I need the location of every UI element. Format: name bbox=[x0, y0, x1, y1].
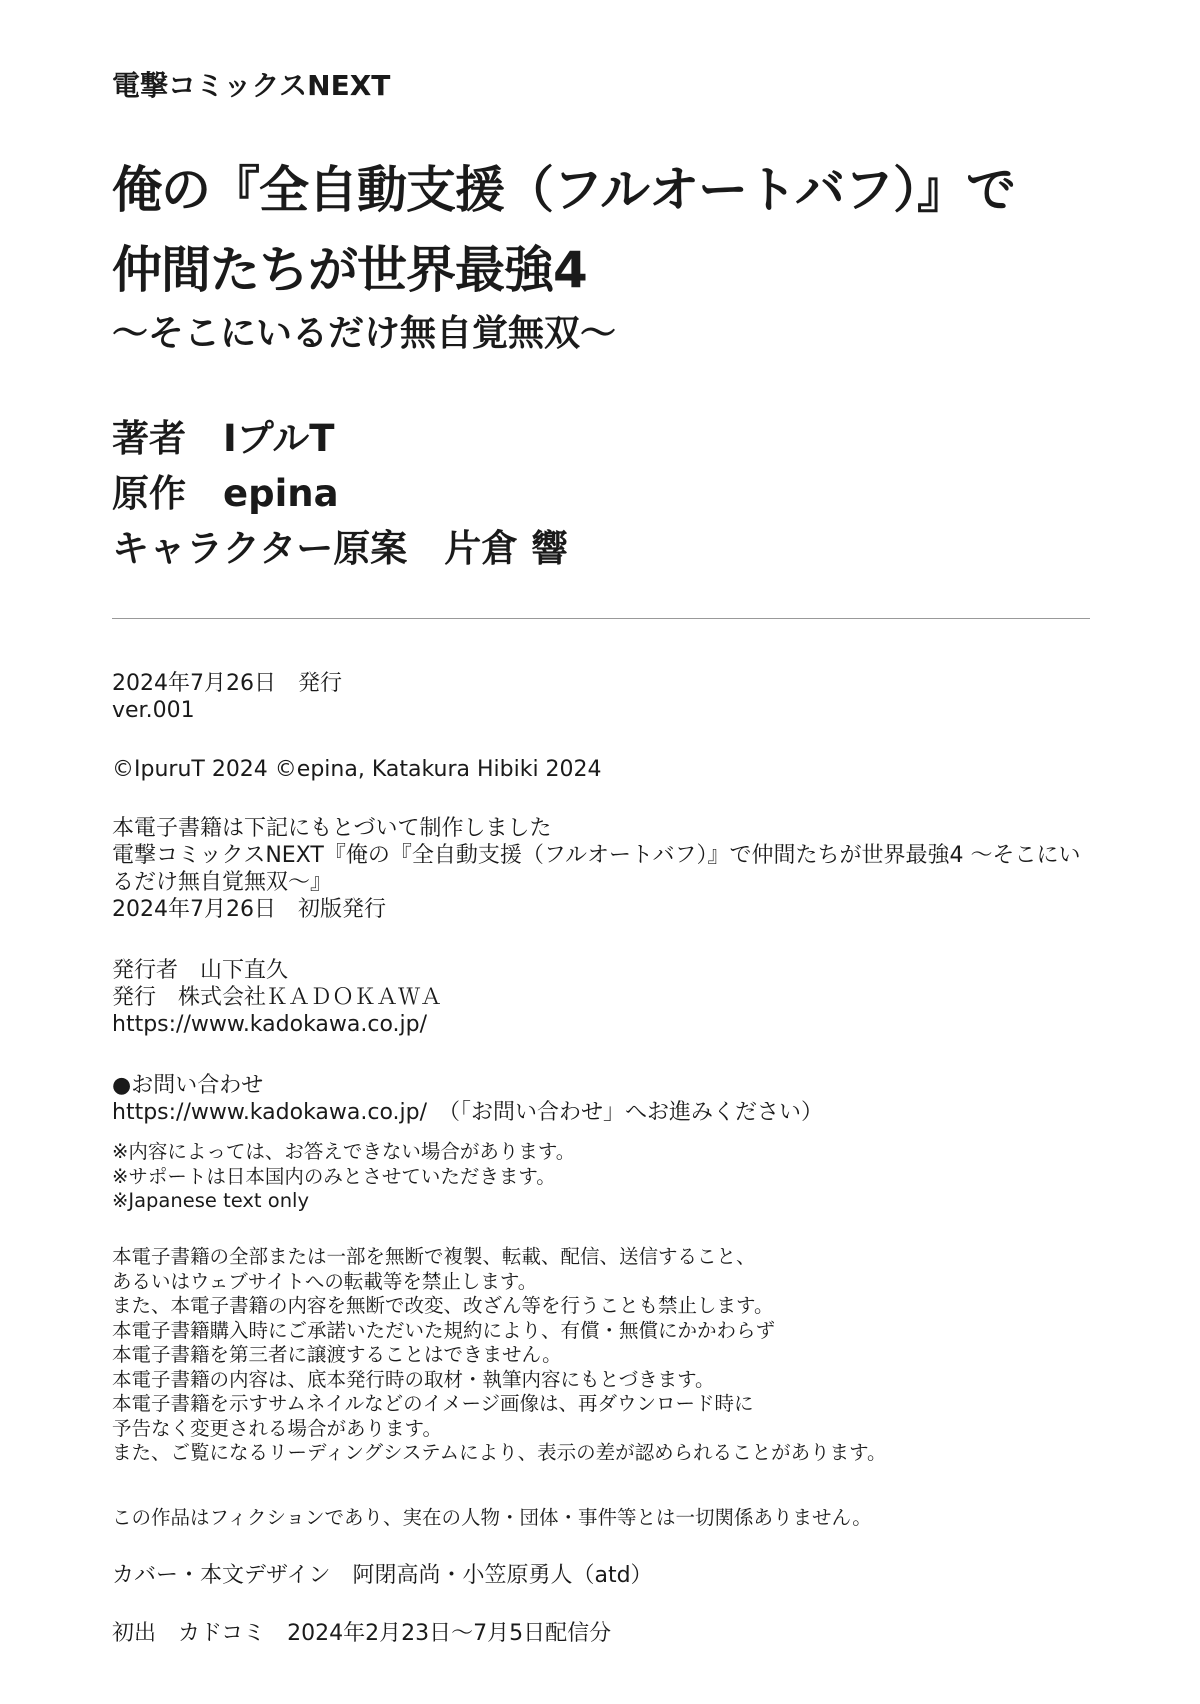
credit-name: 片倉 響 bbox=[444, 527, 569, 570]
legal-line: また、本電子書籍の内容を無断で改変、改ざん等を行うことも禁止します。 bbox=[112, 1294, 774, 1317]
publisher-info bbox=[112, 957, 442, 1038]
credit-role: キャラクター原案 bbox=[112, 527, 408, 570]
credit-name: epina bbox=[223, 472, 339, 515]
credit-author bbox=[112, 408, 335, 462]
inquiry-info bbox=[112, 1072, 823, 1126]
legal-line: 本電子書籍の内容は、底本発行時の取材・執筆内容にもとづきます。 bbox=[112, 1367, 715, 1391]
fiction-notice: この作品はフィクションであり、実在の人物・団体・事件等とは一切関係ありません。 bbox=[112, 1506, 872, 1529]
inquiry-notes bbox=[112, 1140, 575, 1214]
inquiry-note: ※内容によっては、お答えできない場合があります。 bbox=[112, 1140, 576, 1163]
legal-line: また、ご覧になるリーディングシステムにより、表示の差が認められることがあります。 bbox=[112, 1441, 887, 1464]
basis-line: 電撃コミックスNEXT『俺の『全自動支援（フルオートバフ）』で仲間たちが世界最強4 〜そこにい bbox=[112, 843, 1081, 868]
legal-line: 本電子書籍の全部または一部を無断で複製、転載、配信、送信すること、 bbox=[112, 1245, 756, 1268]
credit-character-design bbox=[112, 518, 568, 572]
legal-line: 予告なく変更される場合があります。 bbox=[112, 1416, 442, 1440]
publisher-company: 発行 株式会社ＫＡＤＯＫＡＷＡ bbox=[112, 985, 443, 1010]
credit-role: 原作 bbox=[112, 472, 186, 515]
copyright: ©IpuruT 2024 ©epina, Katakura Hibiki 2024 bbox=[112, 757, 602, 782]
basis-line: 本電子書籍は下記にもとづいて制作しました bbox=[112, 816, 552, 841]
design-credit: カバー・本文デザイン 阿閉高尚・小笠原勇人（atd） bbox=[112, 1563, 653, 1588]
divider bbox=[112, 618, 1090, 619]
inquiry-url: https://www.kadokawa.co.jp/ （「お問い合わせ」へお進みください） bbox=[112, 1100, 824, 1125]
legal-line: 本電子書籍を示すサムネイルなどのイメージ画像は、再ダウンロード時に bbox=[112, 1392, 754, 1415]
publication-info bbox=[112, 670, 342, 724]
legal-line: 本電子書籍購入時にご承諾いただいた規約により、有償・無償にかかわらず bbox=[112, 1318, 776, 1342]
legal-line: 本電子書籍を第三者に譲渡することはできません。 bbox=[112, 1343, 562, 1366]
publication-date: 2024年7月26日 発行 bbox=[112, 671, 342, 696]
basis-line: るだけ無自覚無双〜』 bbox=[112, 870, 333, 895]
publisher-url: https://www.kadokawa.co.jp/ bbox=[112, 1012, 428, 1037]
inquiry-note: ※サポートは日本国内のみとさせていただきます。 bbox=[112, 1164, 556, 1188]
issuer: 発行者 山下直久 bbox=[112, 958, 289, 983]
basis-line: 2024年7月26日 初版発行 bbox=[112, 897, 386, 922]
legal-notice bbox=[112, 1245, 887, 1466]
subtitle: 〜そこにいるだけ無自覚無双〜 bbox=[112, 313, 617, 354]
version: ver.001 bbox=[112, 698, 195, 723]
credit-role: 著者 bbox=[112, 417, 186, 460]
title-line-1: 俺の『全自動支援（フルオートバフ）』で bbox=[112, 161, 1015, 219]
inquiry-note: ※Japanese text only bbox=[112, 1189, 310, 1212]
credit-original-work bbox=[112, 463, 339, 517]
title-line-2: 仲間たちが世界最強4 bbox=[112, 241, 587, 299]
inquiry-heading: ●お問い合わせ bbox=[112, 1073, 264, 1098]
imprint-label: 電撃コミックスNEXT bbox=[112, 69, 391, 102]
legal-line: あるいはウェブサイトへの転載等を禁止します。 bbox=[112, 1269, 538, 1293]
credit-name: IプルT bbox=[223, 417, 335, 460]
basis-info bbox=[112, 815, 1081, 923]
first-appearance: 初出 カドコミ 2024年2月23日〜7月5日配信分 bbox=[112, 1621, 612, 1646]
